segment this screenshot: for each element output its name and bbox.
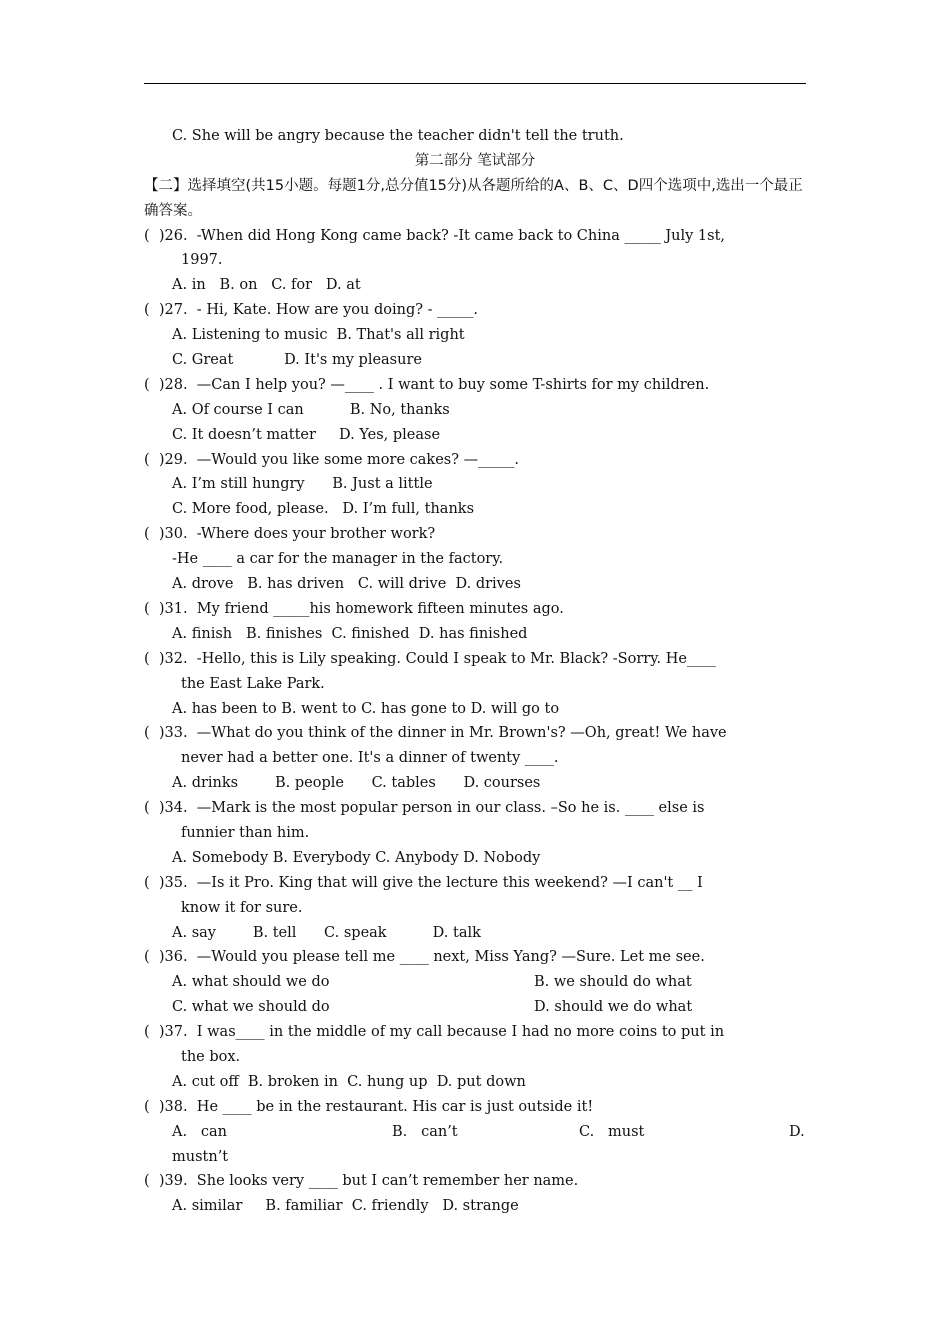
question-37-options: A. cut off B. broken in C. hung up D. put down: [172, 1073, 526, 1090]
question-26: ( )26. -When did Hong Kong came back? -It came back to China _____ July 1st,: [144, 227, 726, 244]
question-32: ( )32. -Hello, this is Lily speaking. Could I speak to Mr. Black? -Sorry. He____: [144, 650, 716, 667]
question-28-options-2: C. It doesn’t matter D. Yes, please: [172, 426, 441, 443]
question-35-cont: know it for sure.: [181, 899, 303, 916]
question-36-options-2: [144, 995, 806, 1020]
question-33: ( )33. —What do you think of the dinner in Mr. Brown's? —Oh, great! We have: [144, 725, 727, 742]
question-38: ( )38. He ____ be in the restaurant. His car is just outside it!: [144, 1098, 594, 1115]
question-33-options: A. drinks B. people C. tables D. courses: [172, 775, 541, 792]
question-37: ( )37. I was____ in the middle of my call because I had no more coins to put in: [144, 1024, 725, 1041]
question-34-options: A. Somebody B. Everybody C. Anybody D. Nobody: [172, 849, 541, 866]
option-d: D.: [789, 1123, 805, 1140]
option-d: D. should we do what: [534, 999, 693, 1016]
question-34: ( )34. —Mark is the most popular person in our class. –So he is. ____ else is: [144, 800, 705, 817]
question-29: ( )29. —Would you like some more cakes? —_____.: [144, 451, 519, 468]
question-32-cont: the East Lake Park.: [181, 675, 325, 692]
section-intro: 【二】选择填空(共15小题。每题1分,总分值15分)从各题所给的A、B、C、D四个选项中,选出一个最正确答案。: [144, 177, 803, 219]
option-b: B. we should do what: [534, 974, 692, 991]
question-29-options-1: A. I’m still hungry B. Just a little: [172, 476, 433, 493]
question-38-options: [144, 1120, 806, 1145]
option-a: A. what should we do: [172, 974, 330, 991]
option-c: C. must: [579, 1123, 645, 1140]
question-32-options: A. has been to B. went to C. has gone to D. will go to: [172, 700, 560, 717]
option-c: C. what we should do: [172, 999, 330, 1016]
question-27-options-2: C. Great D. It's my pleasure: [172, 352, 422, 369]
question-36-options-1: [144, 970, 806, 995]
question-28: ( )28. —Can I help you? —____ . I want to buy some T-shirts for my children.: [144, 376, 710, 393]
question-28-options-1: A. Of course I can B. No, thanks: [172, 401, 450, 418]
question-39-options: A. similar B. familiar C. friendly D. strange: [172, 1198, 519, 1215]
part-title: 第二部分 笔试部分: [414, 152, 536, 169]
question-36: ( )36. —Would you please tell me ____ next, Miss Yang? —Sure. Let me see.: [144, 949, 705, 966]
question-30: ( )30. -Where does your brother work?: [144, 526, 436, 543]
option-b: B. can’t: [392, 1123, 458, 1140]
question-34-cont: funnier than him.: [181, 824, 310, 841]
question-27-options-1: A. Listening to music B. That's all right: [172, 327, 465, 344]
question-38-options-cont: mustn’t: [172, 1148, 229, 1165]
question-37-cont: the box.: [181, 1048, 241, 1065]
question-30-cont: -He ____ a car for the manager in the factory.: [172, 551, 504, 568]
exam-page: [144, 124, 806, 1219]
question-26-options: A. in B. on C. for D. at: [172, 277, 361, 294]
question-30-options: A. drove B. has driven C. will drive D. drives: [172, 576, 521, 593]
question-35: ( )35. —Is it Pro. King that will give the lecture this weekend? —I can't __ I: [144, 874, 703, 891]
question-27: ( )27. - Hi, Kate. How are you doing? - _____.: [144, 302, 478, 319]
question-35-options: A. say B. tell C. speak D. talk: [172, 924, 481, 941]
question-29-options-2: C. More food, please. D. I’m full, thanks: [172, 501, 475, 518]
question-33-cont: never had a better one. It's a dinner of twenty ____.: [181, 750, 559, 767]
option-line: C. She will be angry because the teacher didn't tell the truth.: [172, 128, 624, 144]
option-a: A. can: [172, 1123, 228, 1140]
question-31: ( )31. My friend _____his homework fifteen minutes ago.: [144, 600, 564, 617]
question-39: ( )39. She looks very ____ but I can’t remember her name.: [144, 1173, 579, 1190]
question-31-options: A. finish B. finishes C. finished D. has finished: [172, 625, 528, 642]
header-rule: [144, 83, 806, 84]
question-26-cont: 1997.: [181, 252, 223, 269]
